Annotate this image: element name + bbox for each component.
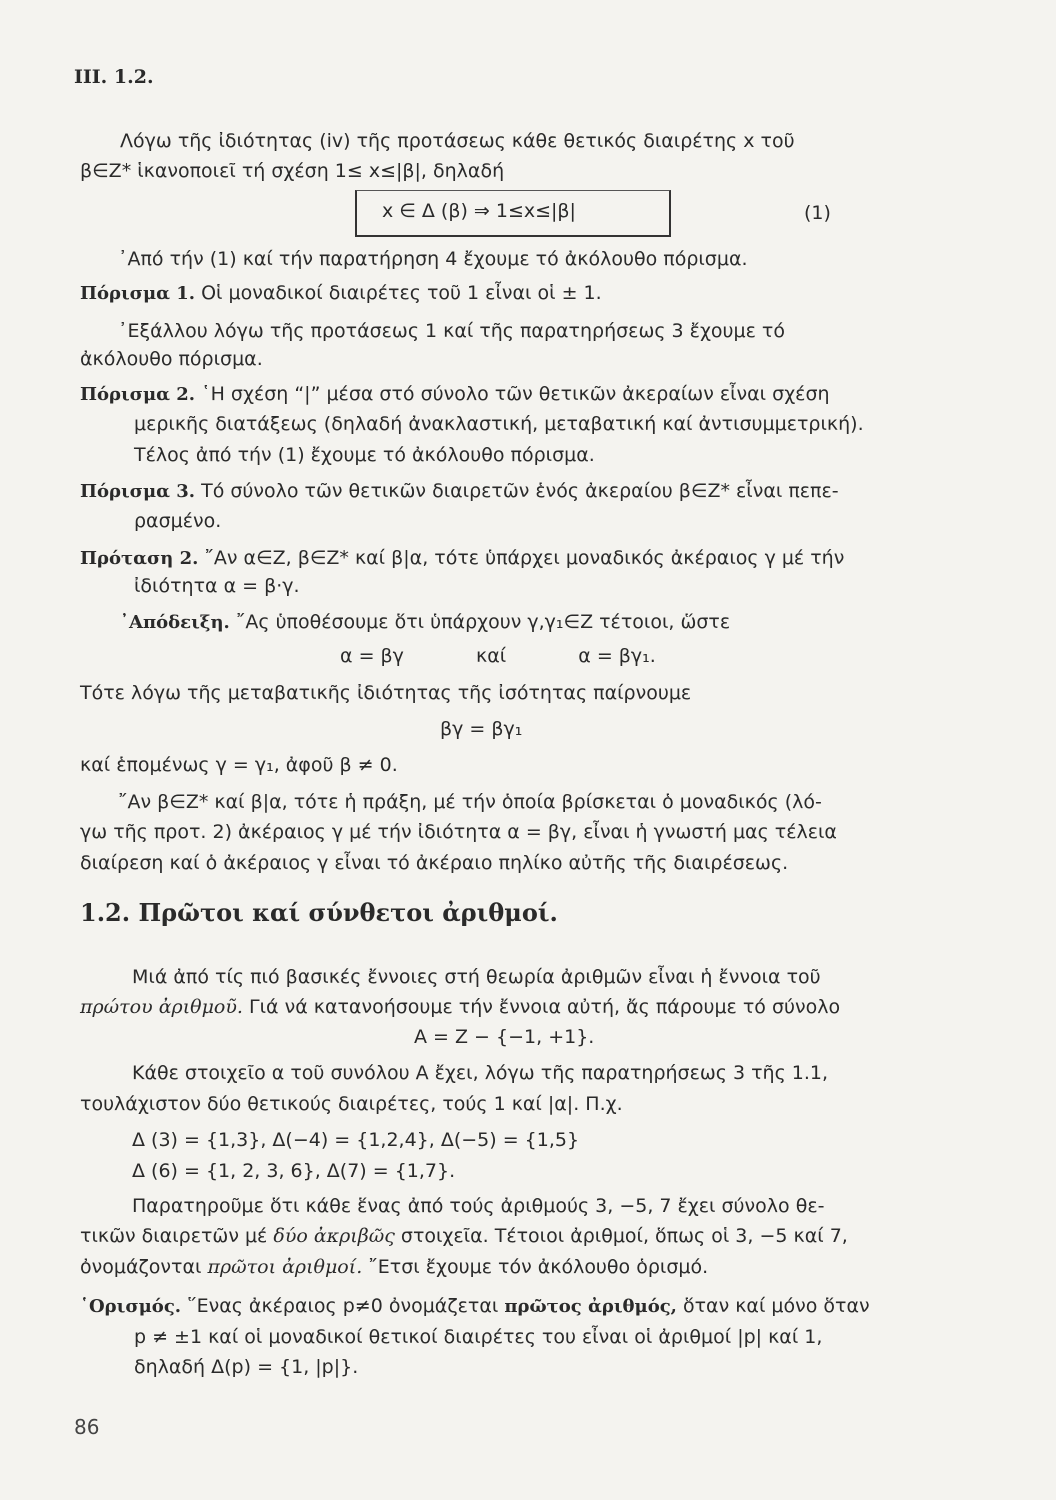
definition-text: p ≠ ±1 καί οἱ μοναδικοί θετικοί διαιρέτες του εἶναι οἱ ἀριθμοί |p| καί 1, [134, 1326, 823, 1348]
equation: βγ = βγ₁ [440, 718, 523, 740]
paragraph-line: γω τῆς προτ. 2) ἀκέραιος γ μέ τήν ἰδιότητα α = βγ, εἶναι ἡ γνωστή μας τέλεια [80, 821, 837, 843]
example-line: Δ (6) = {1, 2, 3, 6}, Δ(7) = {1,7}. [132, 1160, 456, 1182]
paragraph-text: στοιχεῖα. Τέτοιοι ἀριθμοί, ὅπως οἱ 3, −5 καί 7, [394, 1225, 848, 1247]
paragraph-line: Παρατηροῦμε ὅτι κάθε ἕνας ἀπό τούς ἀριθμούς 3, −5, 7 ἔχει σύνολο θε- [132, 1195, 825, 1217]
definition-text: δηλαδή Δ(p) = {1, |p|}. [134, 1356, 359, 1378]
corollary-2 [80, 381, 830, 408]
equation-right: α = βγ₁. [578, 645, 656, 667]
page-number: 86 [74, 1415, 100, 1439]
corollary-text: Οἱ μοναδικοί διαιρέτες τοῦ 1 εἶναι οἱ ± 1. [201, 282, 602, 304]
corollary-text: μερικῆς διατάξεως (δηλαδή ἀνακλαστική, μεταβατική καί ἀντισυμμετρική). [134, 413, 864, 435]
paragraph-line: ᾿Από τήν (1) καί τήν παρατήρηση 4 ἔχουμε τό ἀκόλουθο πόρισμα. [118, 248, 748, 270]
paragraph-line: Τότε λόγω τῆς μεταβατικῆς ἰδιότητας τῆς ἰσότητας παίρνουμε [80, 682, 692, 704]
equation: A = Z − {−1, +1}. [414, 1026, 595, 1048]
example-line: Δ (3) = {1,3}, Δ(−4) = {1,2,4}, Δ(−5) = {1,5} [132, 1129, 580, 1151]
emphasis-text: πρώτου ἀριθμοῦ. [80, 996, 243, 1018]
equation-number: (1) [804, 202, 831, 224]
proposition-text: ἰδιότητα α = β·γ. [134, 575, 300, 597]
paragraph-line: ἀκόλουθο πόρισμα. [80, 348, 263, 370]
definition-text: ὅταν καί μόνο ὅταν [676, 1295, 870, 1317]
paragraph-line: ῎Αν β∈Z* καί β|α, τότε ἡ πράξη, μέ τήν ὁποία βρίσκεται ὁ μοναδικός (λό- [118, 791, 822, 813]
emphasis-text: πρῶτοι ἀριθμοί. [207, 1256, 363, 1278]
chapter-header: ΙΙΙ. 1.2. [74, 66, 154, 88]
definition [80, 1293, 870, 1320]
paragraph-line: Λόγω τῆς ἰδιότητας (iv) τῆς προτάσεως κάθε θετικός διαιρέτης x τοῦ [120, 130, 795, 152]
paragraph-text: ῎Ετσι ἔχουμε τόν ἀκόλουθο ὁρισμό. [362, 1256, 709, 1278]
equation-connective: καί [476, 645, 507, 667]
emphasis-text: δύο ἀκριβῶς [273, 1225, 395, 1247]
proof-label: ᾿Απόδειξη. [120, 612, 230, 633]
proposition-label: Πρόταση 2. [80, 548, 199, 569]
paragraph-text: Γιά νά κατανοήσουμε τήν ἔννοια αὐτή, ἄς πάρουμε τό σύνολο [242, 996, 841, 1018]
paragraph-line [80, 1223, 848, 1249]
corollary-text: Τέλος ἀπό τήν (1) ἔχουμε τό ἀκόλουθο πόρισμα. [134, 444, 595, 466]
paragraph-line: Κάθε στοιχεῖο α τοῦ συνόλου Α ἔχει, λόγω τῆς παρατηρήσεως 3 τῆς 1.1, [132, 1062, 829, 1084]
paragraph-line: τουλάχιστον δύο θετικούς διαιρέτες, τούς 1 καί |α|. Π.χ. [80, 1093, 623, 1115]
definition-text: ῞Ενας ἀκέραιος p≠0 ὀνομάζεται [181, 1295, 505, 1317]
corollary-1 [80, 280, 602, 307]
paragraph-line: διαίρεση καί ὁ ἀκέραιος γ εἶναι τό ἀκέραιο πηλίκο αὐτῆς τῆς διαιρέσεως. [80, 852, 789, 874]
corollary-text: ρασμένο. [134, 510, 222, 532]
corollary-text: Τό σύνολο τῶν θετικῶν διαιρετῶν ἑνός ἀκεραίου β∈Z* εἶναι πεπε- [201, 480, 839, 502]
paragraph-line: β∈Z* ἱκανοποιεῖ τή σχέση 1≤ x≤|β|, δηλαδή [80, 160, 505, 182]
equation-left: α = βγ [340, 645, 404, 667]
paragraph-line [80, 1254, 708, 1280]
equation [340, 643, 656, 669]
proof [120, 609, 730, 636]
formula-text: x ∈ Δ (β) ⇒ 1≤x≤|β| [382, 200, 576, 222]
corollary-label: Πόρισμα 2. [80, 384, 196, 405]
paragraph-text: τικῶν διαιρετῶν μέ [80, 1225, 274, 1247]
corollary-3 [80, 478, 839, 505]
definition-term: πρῶτος ἀριθμός, [504, 1296, 677, 1317]
paragraph-line: καί ἑπομένως γ = γ₁, ἀφοῦ β ≠ 0. [80, 754, 398, 776]
paragraph-line: ᾿Εξάλλου λόγω τῆς προτάσεως 1 καί τῆς παρατηρήσεως 3 ἔχουμε τό [118, 320, 785, 342]
definition-label: ῾Ορισμός. [80, 1296, 182, 1317]
paragraph-line [80, 994, 840, 1020]
corollary-text: ῾Η σχέση “|” μέσα στό σύνολο τῶν θετικῶν ἀκεραίων εἶναι σχέση [201, 383, 830, 405]
corollary-label: Πόρισμα 3. [80, 481, 196, 502]
section-title: 1.2. Πρῶτοι καί σύνθετοι ἀριθμοί. [80, 898, 558, 927]
boxed-formula [355, 190, 671, 237]
paragraph-text: ὀνομάζονται [80, 1256, 208, 1278]
proof-text: ῎Ας ὑποθέσουμε ὅτι ὑπάρχουν γ,γ₁∈Z τέτοιοι, ὥστε [235, 611, 731, 633]
corollary-label: Πόρισμα 1. [80, 283, 196, 304]
proposition-2 [80, 545, 844, 572]
proposition-text: ῎Αν α∈Z, β∈Z* καί β|α, τότε ὑπάρχει μοναδικός ἀκέραιος γ μέ τήν [204, 547, 845, 569]
paragraph-line: Μιά ἀπό τίς πιό βασικές ἔννοιες στή θεωρία ἀριθμῶν εἶναι ἡ ἔννοια τοῦ [132, 966, 821, 988]
